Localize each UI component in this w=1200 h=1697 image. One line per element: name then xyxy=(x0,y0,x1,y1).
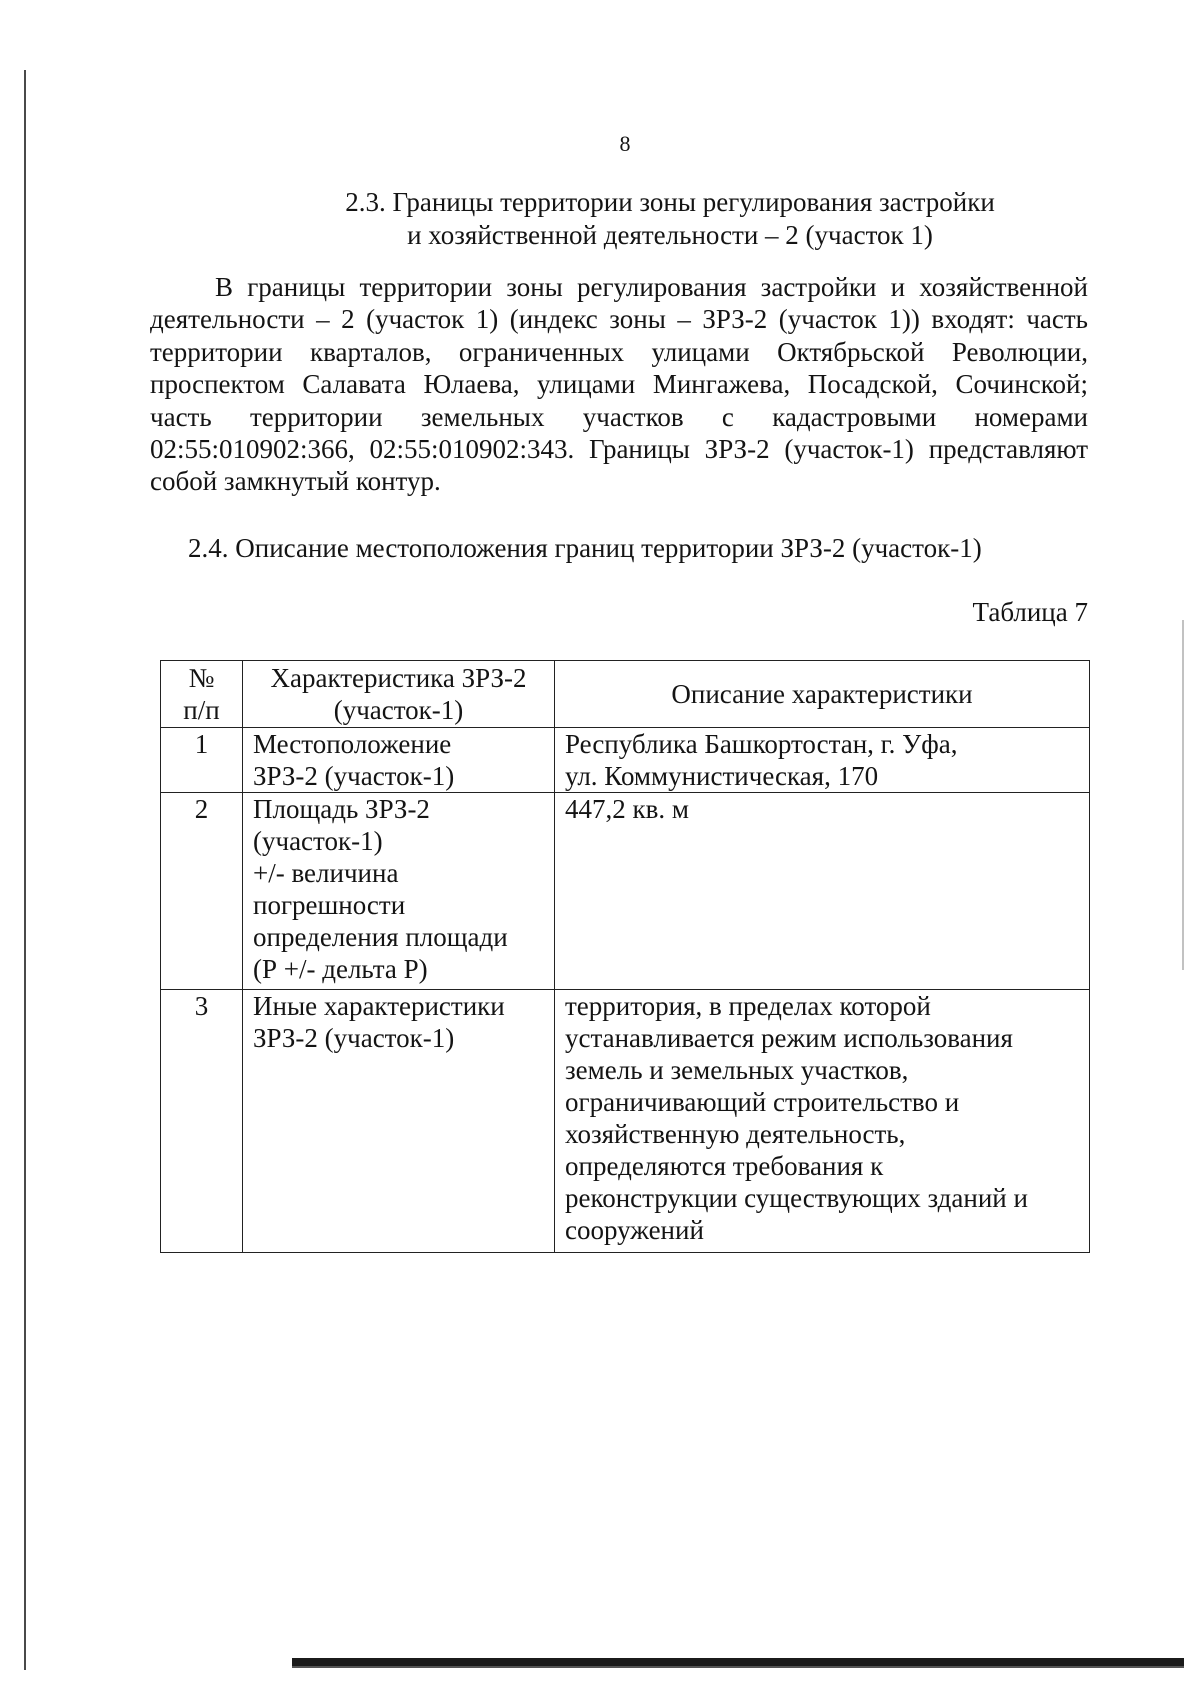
row-description xyxy=(555,990,1090,1253)
cell-line: +/- величина xyxy=(253,858,399,888)
table-caption: Таблица 7 xyxy=(972,597,1088,627)
header-description: Описание характеристики xyxy=(555,661,1090,728)
cell-line: ЗРЗ-2 (участок-1) xyxy=(253,1023,455,1053)
paragraph-text: В границы территории зоны регулирования застройки и хозяйственной деятельности – 2 (участок 1) (индекс зоны – ЗРЗ-2 (участок 1)) входят: часть территории кварталов, ограниченных улицами Октябрьской Революции, проспектом Салавата Юлаева, улицами Мингажева, Посадской, Сочинской; часть территории земельных участков с кадастровыми номерами 02:55:010902:366, 02:55:010902:343. Границы ЗРЗ-2 (участок-1) представляют собой замкнутый контур. xyxy=(150,272,1088,497)
cell-line: ограничивающий строительство и xyxy=(565,1087,960,1117)
section-2-4-heading: 2.4. Описание местоположения границ территории ЗРЗ-2 (участок-1) xyxy=(188,533,982,563)
header-num xyxy=(161,661,243,728)
header-num-line: № xyxy=(188,663,215,693)
scan-edge-gap xyxy=(22,1340,24,1410)
row-description xyxy=(555,793,1090,990)
cell-line: сооружений xyxy=(565,1215,704,1245)
page-number: 8 xyxy=(619,131,631,156)
cell-line: Республика Башкортостан, г. Уфа, xyxy=(565,729,958,759)
cell-line: ул. Коммунистическая, 170 xyxy=(565,761,879,791)
heading-line-2: и хозяйственной деятельности – 2 (участок 1) xyxy=(407,220,933,250)
cell-line: территория, в пределах которой xyxy=(565,991,931,1021)
cell-line: определяются требования к xyxy=(565,1151,884,1181)
row-characteristic xyxy=(243,728,555,793)
cell-line: 447,2 кв. м xyxy=(565,794,689,824)
scan-edge-right xyxy=(1182,620,1184,970)
scan-edge-left xyxy=(24,70,26,1670)
cell-line: ЗРЗ-2 (участок-1) xyxy=(253,761,455,791)
header-char-line: (участок-1) xyxy=(333,695,464,725)
cell-line: определения площади xyxy=(253,922,508,952)
row-number: 3 xyxy=(161,990,243,1253)
cell-line: хозяйственную деятельность, xyxy=(565,1119,906,1149)
cell-line: погрешности xyxy=(253,890,406,920)
row-characteristic xyxy=(243,793,555,990)
cell-line: (участок-1) xyxy=(253,826,383,856)
header-char-line: Характеристика ЗРЗ-2 xyxy=(270,663,527,693)
row-number: 2 xyxy=(161,793,243,990)
table-header-row xyxy=(161,661,1090,728)
row-description xyxy=(555,728,1090,793)
scan-bottom-line xyxy=(292,1666,1184,1668)
table-row xyxy=(161,990,1090,1253)
cell-line: (Р +/- дельта Р) xyxy=(253,954,428,984)
cell-line: Иные характеристики xyxy=(253,991,505,1021)
header-characteristic xyxy=(243,661,555,728)
section-2-3-paragraph xyxy=(150,271,1088,498)
header-num-line: п/п xyxy=(183,695,220,725)
row-characteristic xyxy=(243,990,555,1253)
section-2-3-heading xyxy=(170,186,1170,252)
characteristics-table xyxy=(160,660,1090,1253)
table-row xyxy=(161,728,1090,793)
heading-line-1: 2.3. Границы территории зоны регулирования застройки xyxy=(345,187,995,217)
cell-line: реконструкции существующих зданий и xyxy=(565,1183,1028,1213)
table-row xyxy=(161,793,1090,990)
row-number: 1 xyxy=(161,728,243,793)
cell-line: устанавливается режим использования xyxy=(565,1023,1013,1053)
cell-line: Местоположение xyxy=(253,729,452,759)
cell-line: Площадь ЗРЗ-2 xyxy=(253,794,430,824)
cell-line: земель и земельных участков, xyxy=(565,1055,909,1085)
